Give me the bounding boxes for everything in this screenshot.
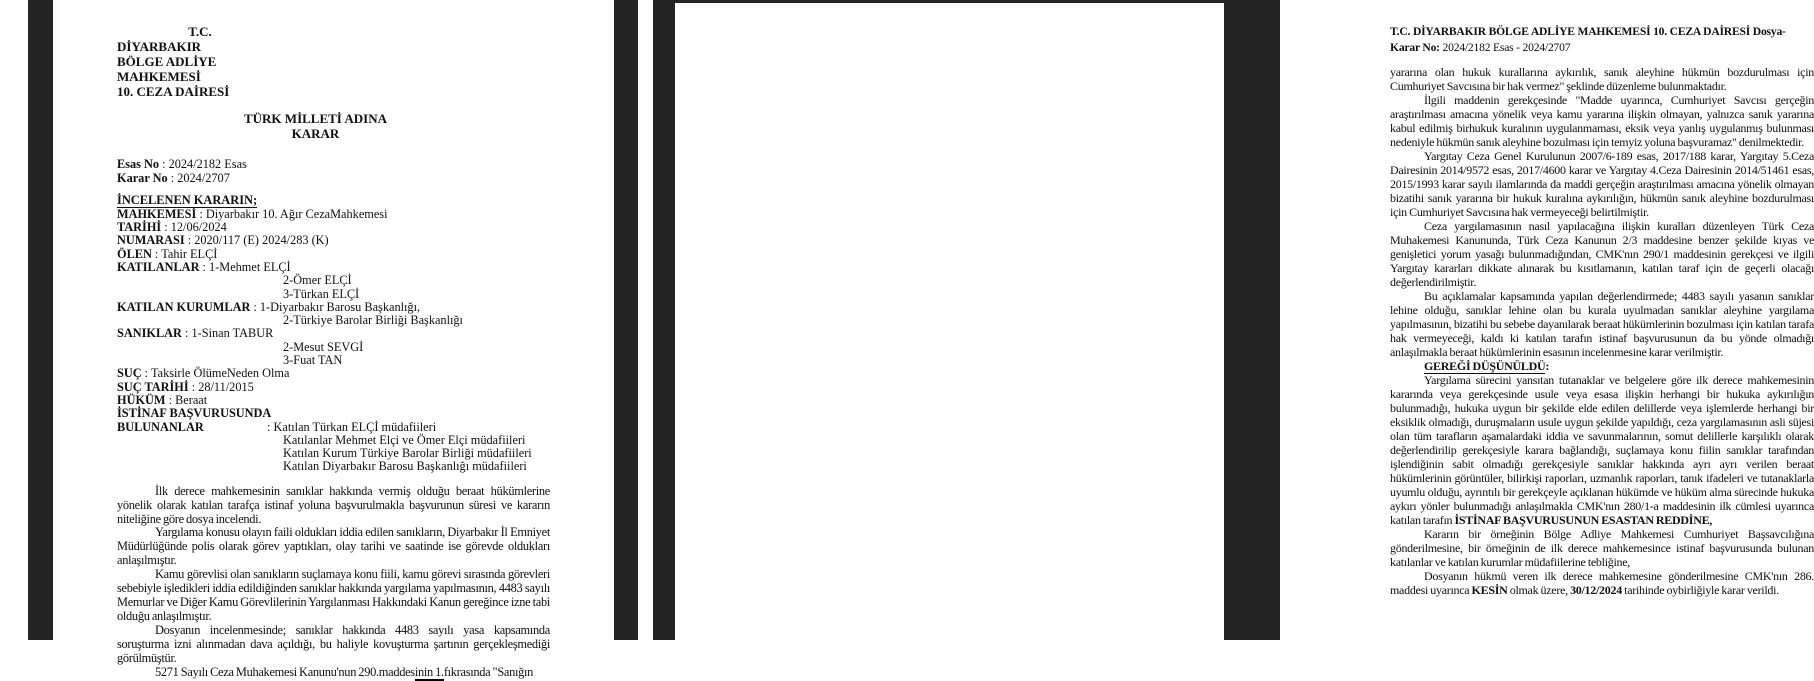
detail-label: BULUNANLAR bbox=[117, 419, 204, 434]
text-segment: Dosyanın incelenmesinde; sanıklar hakkında 4483 sayılı yasa kapsamında soruşturma izni alınmadan dava açıldığı, bu haliyle kovuşturma şartının gerçekleşmediği görülmüştür. bbox=[117, 622, 550, 665]
detail-label: Karar No bbox=[117, 171, 168, 186]
detail-label: ÖLEN bbox=[117, 246, 152, 261]
paragraph bbox=[1390, 373, 1814, 527]
text-line: 10. CEZA DAİRESİ bbox=[117, 84, 230, 99]
text-segment: İlgili maddenin gerekçesinde "Madde uyarınca, Cumhuriyet Savcısı gerçeğin araştırılması amacına yönelik veya kamu yararına ilişkin olmayan, yalnızca sanık yararına kabul edilmiş birhukuk kuralının uygulanmaması, eksik veya yanlış uygulanmış bulunması nedeniyle hükmün sanık aleyhine bozulması için temyiz yoluna başvuramaz" denilmektedir. bbox=[1390, 93, 1814, 149]
detail-continuation-line: 2-Mesut SEVGİ bbox=[283, 339, 364, 354]
text-line: BÖLGE ADLİYE MAHKEMESİ bbox=[117, 54, 217, 84]
text-segment: Dosyanın hükmü veren ilk derece mahkemesine gönderilmesine CMK'nın 286. maddesi uyarınca bbox=[1390, 569, 1814, 597]
paragraph bbox=[117, 485, 550, 527]
detail-label: İSTİNAF BAŞVURUSUNDA bbox=[117, 406, 272, 421]
text-segment: : bbox=[1545, 359, 1550, 373]
detail-line bbox=[117, 327, 550, 340]
detail-label: Esas No bbox=[117, 157, 160, 171]
detail-line bbox=[117, 381, 550, 394]
detail-line bbox=[117, 208, 550, 221]
detail-value: : Beraat bbox=[165, 392, 208, 407]
detail-line bbox=[117, 261, 550, 274]
paragraph bbox=[1390, 219, 1814, 289]
detail-line bbox=[117, 221, 550, 234]
text-segment: GEREĞİ DÜŞÜNÜLDÜ bbox=[1424, 359, 1546, 373]
detail-value: : 2020/117 (E) 2024/283 (K) bbox=[184, 233, 329, 248]
detail-label: MAHKEMESİ bbox=[117, 206, 197, 221]
detail-continuation-line: Katılan Kurum Türkiye Barolar Birliği müdafiileri bbox=[283, 446, 532, 461]
detail-line bbox=[117, 394, 550, 407]
detail-line bbox=[117, 301, 550, 314]
detail-value: : 28/11/2015 bbox=[188, 379, 254, 394]
detail-label: SUÇ TARİHİ bbox=[117, 379, 189, 394]
detail-continuation-line: 3-Fuat TAN bbox=[283, 353, 343, 368]
text-segment: fıkrasında "Sanığın bbox=[443, 664, 534, 679]
paragraph bbox=[1390, 289, 1814, 359]
detail-continuation-line: 3-Türkan ELÇİ bbox=[283, 286, 360, 301]
text-segment: Kararın bir örneğinin Bölge Adliye Mahkemesi Cumhuriyet Başsavcılığına gönderilmesine, bir örneğinin de ilk derece mahkemesince istinaf başvurusunda bulunan katılanlar ve katılan kurumlar müdafiilerine tebliğine, bbox=[1390, 527, 1814, 569]
decision-title-block bbox=[117, 112, 550, 141]
section-heading bbox=[1390, 359, 1814, 373]
court-header-block bbox=[117, 24, 297, 99]
text-segment: Kamu görevlisi olan sanıkların suçlamaya konu fiili, kamu görevi sırasında görevleri sebebiyle işledikleri iddia edildiğinden sanıklar hakkında yargılama yapılmasının, 4483 sayılı Memurlar ve Diğer Kamu Görevlilerinin Yargılanması Hakkındaki Kanun gereğince izne tabi olduğu anlaşılmıştır. bbox=[117, 567, 550, 623]
text-line: DİYARBAKIR bbox=[117, 39, 202, 54]
text-segment: tarihinde oybirliğiyle karar verildi. bbox=[1621, 583, 1779, 597]
detail-value: : 2024/2182 Esas bbox=[159, 157, 247, 171]
right-page-content bbox=[1390, 24, 1814, 597]
case-details-list bbox=[117, 208, 550, 474]
page-header-docket: 2024/2182 Esas - 2024/2707 bbox=[1439, 41, 1571, 54]
detail-value: : 12/06/2024 bbox=[161, 220, 227, 235]
detail-label: TARİHİ bbox=[117, 220, 162, 235]
text-segment: Yargılama sürecini yansıtan tutanaklar ve belgelere göre ilk derece mahkemesinin kararında veya gerekçesinde usule veya esasa ilişkin herhangi bir hukuka aykırılığın bulunmadığı, hukuka uygun bir şekilde elde edilen delillerde veya işlemlerde herhangi bir eksiklik olmadığı, duruşmaların usule uygun şekilde yapıldığı, ceza yargılamasının asli süjesi olan tüm tarafların aşamalardaki iddia ve savunmalarının, somut delillerle karşılıklı olarak değerlendirilip gerekçesiyle karara bağlandığı, suçlamaya konu fiilin sanıklar tarafından işlendiğinin sabit olmadığı gerekçesiyle sanıklar hakkında ayrı ayrı verilen beraat hükümlerinin görüntüler, bilirkişi raporları, uzmanlık raporları, tanık ifadeleri ve tutanaklarla uyumlu olduğu, ayrıntılı bir gerekçeyle açıklanan hükümde ve hüküm alma sürecinde hukuka aykırı yönler bulunmadığı anlaşılmakla CMK'nın 280/1-a maddesinin ilk cümlesi uyarınca katılan tarafın bbox=[1390, 373, 1814, 527]
detail-value: : 1-Sinan TABUR bbox=[181, 326, 274, 341]
detail-line bbox=[117, 234, 550, 247]
text-segment: İlk derece mahkemesinin sanıklar hakkında vermiş olduğu beraat hükümlerine yönelik olarak katılan tarafça istinaf yoluna başvurulmakla başvurunun süresi ve kararın niteliğine göre dosya incelendi. bbox=[117, 483, 550, 526]
detail-line bbox=[117, 367, 550, 380]
detail-label: KATILANLAR bbox=[117, 260, 200, 274]
right-page-scan bbox=[653, 0, 1814, 640]
detail-value: : Taksirle ÖlümeNeden Olma bbox=[141, 366, 290, 381]
detail-label: HÜKÜM bbox=[117, 392, 166, 407]
text-line: KARAR bbox=[291, 125, 340, 141]
left-page-content bbox=[117, 24, 550, 679]
detail-line bbox=[117, 157, 550, 171]
reviewed-decision-heading bbox=[117, 194, 550, 207]
text-segment: inin 1. bbox=[414, 664, 444, 679]
text-segment: yararına olan hukuk kurallarına aykırılık, sanık aleyhine hükmün bozdurulması için Cumhuriyet Savcısına bir hak vermez" şeklinde düzenleme bulunmaktadır. bbox=[1390, 65, 1814, 93]
detail-value: : 1-Diyarbakır Barosu Başkanlığı, bbox=[250, 299, 421, 314]
text-segment: KESİN bbox=[1471, 583, 1508, 597]
detail-continuation-line: 2-Türkiye Barolar Birliği Başkanlığı bbox=[283, 313, 463, 328]
right-body-paragraphs bbox=[1390, 65, 1814, 597]
text-line: T.C. bbox=[188, 24, 212, 39]
text-segment: Bu açıklamalar kapsamında yapılan değerlendirmede; 4483 sayılı yasanın sanıklar lehine olduğu, sanıklar lehine olan bu kurala uyulmadan sanıklar aleyhine yargılama yapılmasının, bizatihi bu sebebe dayanılarak beraat hükümlerinin bozulması için katılan tarafa hak vermeyeceği, kaldı ki katılan tarafın istinaf başvurusunun da bu yönde olmadığı anlaşılmakla beraat hükümlerinin esasının incelenmesine karar verilmiştir. bbox=[1390, 289, 1814, 359]
detail-value: : Tahir ELÇİ bbox=[151, 246, 218, 261]
detail-value: : 1-Mehmet ELÇİ bbox=[199, 260, 291, 274]
detail-continuation-line: 2-Ömer ELÇİ bbox=[283, 273, 352, 288]
text-segment: 5271 Sayılı Ceza Muhakemesi Kanunu'nun 290.maddes bbox=[155, 664, 415, 679]
text-segment: olmak üzere, bbox=[1507, 583, 1571, 597]
reviewed-decision-heading-text: İNCELENEN KARARIN; bbox=[117, 193, 258, 208]
text-segment: 30/12/2024 bbox=[1570, 583, 1622, 597]
detail-label: NUMARASI bbox=[117, 233, 185, 248]
text-segment: Yargıtay Ceza Genel Kurulunun 2007/6-189 esas, 2017/188 karar, Yargıtay 5.Ceza Dairesinin 2014/9572 esas, 2017/4600 karar ve Yargıtay 4.Ceza Dairesinin 2014/51461 esas, 2015/1993 karar sayılı ilamlarında da maddi gerçeğin araştırılması amacına yönelik olmayan bizatihi sanık yararına bir hukuk kuralına aykırılığın, hükmün sanık aleyhine bozdurulması için Cumhuriyet Savcısına hak vermeyeceği belirtilmiştir. bbox=[1390, 149, 1814, 219]
detail-label: SANIKLAR bbox=[117, 326, 182, 341]
page-header bbox=[1390, 24, 1814, 56]
scan-margin-bar bbox=[1224, 0, 1280, 640]
detail-continuation-line: Katılanlar Mehmet Elçi ve Ömer Elçi müdafiileri bbox=[283, 432, 526, 447]
paragraph bbox=[1390, 569, 1814, 597]
detail-label: KATILAN KURUMLAR bbox=[117, 299, 251, 314]
detail-line bbox=[117, 407, 550, 420]
detail-value: : Katılan Türkan ELÇİ müdafiileri bbox=[267, 419, 437, 434]
paragraph bbox=[117, 526, 550, 568]
text-segment: Yargılama konusu olayın faili oldukları iddia edilen sanıkların, Diyarbakır İl Emniyet Müdürlüğünde polis olarak görev yaptıkları, olay tarihi ve saatinde ise görevde oldukları anlaşılmıştır. bbox=[117, 525, 550, 568]
detail-value: : 2024/2707 bbox=[167, 171, 230, 186]
text-line: TÜRK MİLLETİ ADINA bbox=[243, 111, 388, 126]
paragraph bbox=[1390, 93, 1814, 149]
left-body-paragraphs bbox=[117, 485, 550, 680]
page-header-court: T.C. DİYARBAKIR BÖLGE ADLİYE MAHKEMESİ 10. CEZA DAİRESİ Dosya-Karar No: bbox=[1390, 25, 1786, 54]
paragraph bbox=[117, 568, 550, 624]
detail-line bbox=[117, 248, 550, 261]
detail-line bbox=[117, 421, 550, 434]
scan-top-edge bbox=[653, 0, 1280, 3]
detail-continuation-line: Katılan Diyarbakır Barosu Başkanlığı müdafiileri bbox=[283, 459, 527, 474]
paragraph bbox=[117, 624, 550, 666]
paragraph bbox=[1390, 149, 1814, 219]
scan-margin-bar bbox=[28, 0, 53, 640]
case-number-block bbox=[117, 157, 550, 185]
paragraph bbox=[117, 666, 550, 680]
left-page-scan bbox=[0, 0, 638, 679]
text-segment: Ceza yargılamasının nasıl yapılacağına ilişkin kuralları düzenleyen Türk Ceza Muhakemesi Kanununda, Türk Ceza Kanunun 2/3 maddesine benzer şekilde kıyas ve genişletici yorum yasağı bulunmadığından, CMK'nın 290/1 maddesinin gerekçesi ve ilgili Yargıtay kararları dikkate alınarak bu kısıtlamanın, katılan taraf için de geçerli olacağı değerlendirilmiştir. bbox=[1390, 219, 1814, 289]
scan-margin-bar bbox=[614, 0, 638, 640]
scan-margin-bar bbox=[653, 0, 675, 640]
detail-label: SUÇ bbox=[117, 366, 142, 381]
detail-line bbox=[117, 171, 550, 185]
paragraph bbox=[1390, 527, 1814, 569]
detail-value: : Diyarbakır 10. Ağır CezaMahkemesi bbox=[196, 206, 388, 221]
paragraph bbox=[1390, 65, 1814, 93]
text-segment: İSTİNAF BAŞVURUSUNUN ESASTAN REDDİNE, bbox=[1454, 513, 1713, 527]
